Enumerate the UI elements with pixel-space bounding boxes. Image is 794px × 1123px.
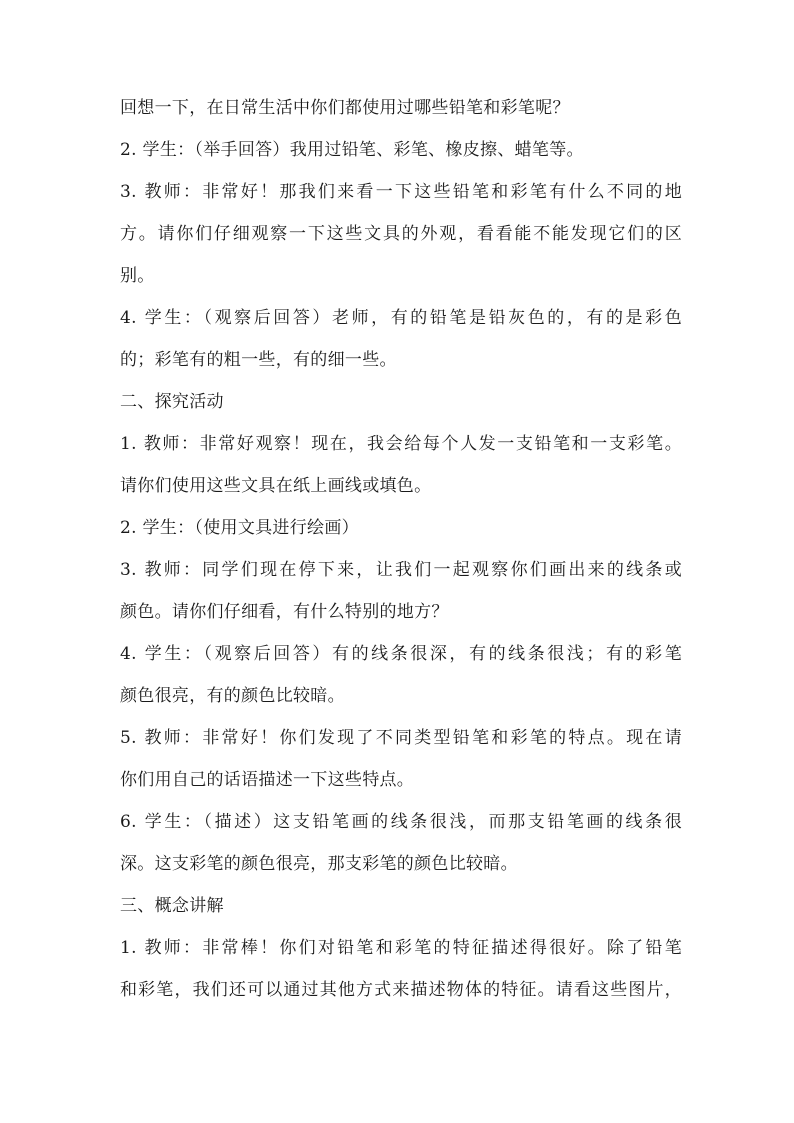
text-line: 4. 学生：（观察后回答）老师，有的铅笔是铅灰色的，有的是彩色 — [120, 308, 682, 328]
text-line: 深。这支彩笔的颜色很亮，那支彩笔的颜色比较暗。 — [120, 854, 518, 874]
text-line: 的；彩笔有的粗一些，有的细一些。 — [120, 350, 397, 370]
text-line: 2. 学生：（使用文具进行绘画） — [120, 518, 359, 538]
text-line: 4. 学生：（观察后回答）有的线条很深，有的线条很浅；有的彩笔 — [120, 644, 682, 664]
text-line: 1. 教师：非常好观察！现在，我会给每个人发一支铅笔和一支彩笔。 — [120, 434, 682, 454]
section-heading: 三、概念讲解 — [120, 896, 224, 916]
text-line: 颜色很亮，有的颜色比较暗。 — [120, 686, 345, 706]
text-line: 颜色。请你们仔细看，有什么特别的地方？ — [120, 602, 449, 622]
text-line: 1. 教师：非常棒！你们对铅笔和彩笔的特征描述得很好。除了铅笔 — [120, 938, 682, 958]
section-heading: 二、探究活动 — [120, 392, 224, 412]
text-line: 你们用自己的话语描述一下这些特点。 — [120, 770, 415, 790]
document-body — [120, 98, 682, 1022]
text-line: 6. 学生：（描述）这支铅笔画的线条很浅，而那支铅笔画的线条很 — [120, 812, 682, 832]
text-line: 方。请你们仔细观察一下这些文具的外观，看看能不能发现它们的区 — [120, 224, 682, 244]
text-line: 3. 教师：非常好！那我们来看一下这些铅笔和彩笔有什么不同的地 — [120, 182, 682, 202]
text-line: 请你们使用这些文具在纸上画线或填色。 — [120, 476, 432, 496]
text-line: 回想一下，在日常生活中你们都使用过哪些铅笔和彩笔呢？ — [120, 98, 570, 118]
text-line: 5. 教师：非常好！你们发现了不同类型铅笔和彩笔的特点。现在请 — [120, 728, 682, 748]
text-line: 2. 学生：（举手回答）我用过铅笔、彩笔、橡皮擦、蜡笔等。 — [120, 140, 584, 160]
text-line: 3. 教师：同学们现在停下来，让我们一起观察你们画出来的线条或 — [120, 560, 682, 580]
text-line: 和彩笔，我们还可以通过其他方式来描述物体的特征。请看这些图片， — [120, 980, 682, 1000]
text-line: 别。 — [120, 266, 155, 286]
